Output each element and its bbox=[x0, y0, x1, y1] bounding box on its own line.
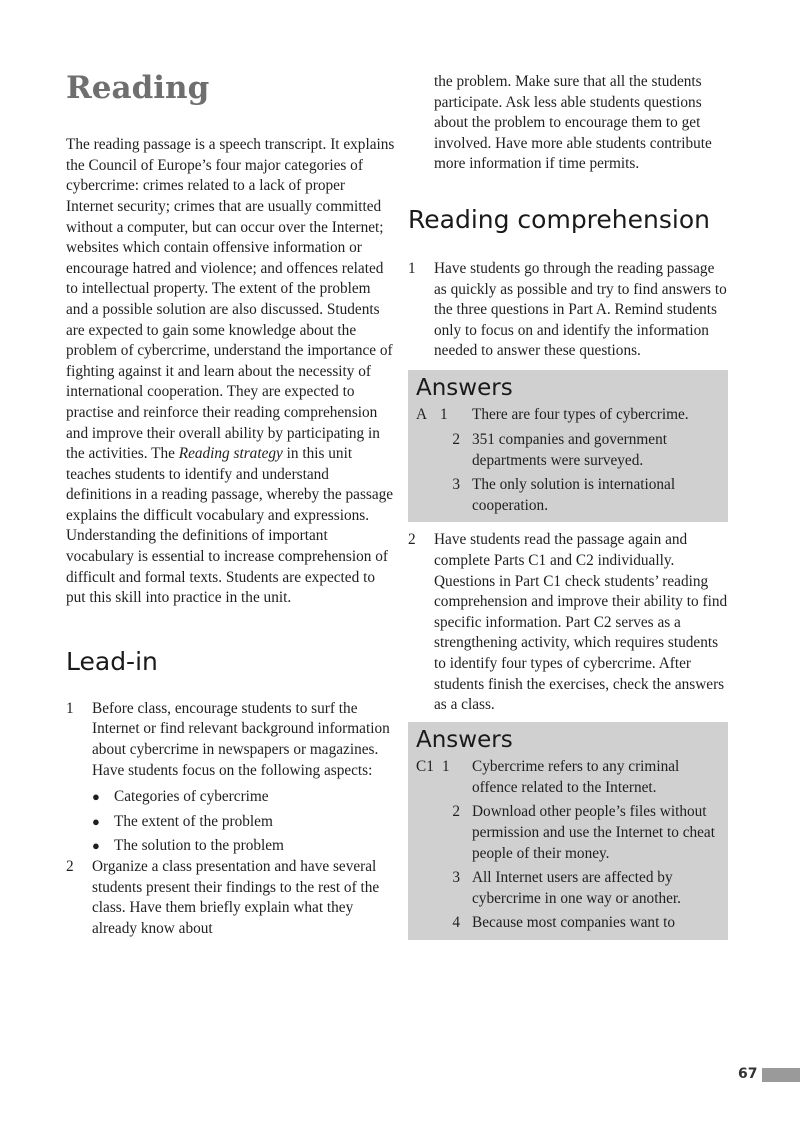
aspect-list bbox=[92, 787, 396, 857]
intro-text-1: The reading passage is a speech transcript. It explains the Council of Europe’s four major categories of cybercrime: crimes related to a lack of proper Internet security; crimes that are usually committed without a computer, but can occur over the Internet; websites which contain offensive information or encourage hatred and violence; and offences related to intellectual property. The extent of the problem and a possible solution are also discussed. Students are expected to gain some knowledge about the problem of cybercrime, understand the importance of fighting against it and learn about the necessity of international cooperation. They are expected to practise and reinforce their reading comprehension and improve their overall ability by participating in the activities. The bbox=[66, 136, 395, 463]
answer-text: Download other people’s files without permission and use the Internet to cheat people of their money. bbox=[472, 803, 715, 862]
answer-text: The only solution is international cooperation. bbox=[472, 476, 676, 514]
bullet-icon: ● bbox=[92, 813, 100, 829]
answer-text: All Internet users are affected by cybercrime in one way or another. bbox=[472, 869, 681, 907]
section-title-lead-in: Lead-in bbox=[66, 646, 158, 676]
chapter-title: Reading bbox=[66, 70, 210, 106]
answers-box-c1 bbox=[408, 722, 728, 940]
item-number: 1 bbox=[66, 699, 74, 717]
answer-number: 1 bbox=[442, 758, 450, 776]
answer-number: 1 bbox=[440, 406, 448, 424]
answer-text: There are four types of cybercrime. bbox=[472, 406, 689, 424]
answer-row bbox=[416, 802, 722, 864]
right-column bbox=[408, 72, 728, 940]
item-text: Have students read the passage again and complete Parts C1 and C2 individually. Questions in Part C1 check students’ reading comprehension and improve their ability to find specific information. Part C2 serves as a strengthening activity, which requires students to identify four types of cybercrime. After students finish the exercises, check the answers as a class. bbox=[434, 531, 728, 714]
answer-row bbox=[416, 868, 722, 909]
list-item bbox=[92, 787, 396, 808]
answer-row bbox=[416, 405, 722, 426]
item-number: 1 bbox=[408, 259, 416, 277]
bullet-text: The extent of the problem bbox=[114, 812, 273, 830]
intro-text-2: in this unit teaches students to identify and understand definitions in a reading passage, whereby the passage explains the difficult vocabulary and expressions. Understanding the definitions of important vocabulary is essential to increase comprehension of difficult and formal texts. Students are expected to put this skill into practice in the unit. bbox=[66, 445, 394, 607]
answer-row bbox=[416, 757, 722, 798]
lead-in-item-2 bbox=[66, 857, 396, 939]
answer-number: 3 bbox=[452, 869, 460, 887]
rc-item-1 bbox=[408, 259, 728, 362]
list-item bbox=[92, 836, 396, 857]
item-number: 2 bbox=[408, 531, 416, 549]
answer-text: Cybercrime refers to any criminal offence related to the Internet. bbox=[472, 758, 680, 796]
answer-number: 4 bbox=[452, 914, 460, 932]
answer-row bbox=[416, 430, 722, 471]
intro-italic-term: Reading strategy bbox=[178, 445, 283, 463]
item-text: Have students go through the reading passage as quickly as possible and try to find answers to the three questions in Part A. Remind students only to focus on and identify the information needed to answer these questions. bbox=[434, 259, 727, 360]
answer-text: 351 companies and government departments were surveyed. bbox=[472, 430, 667, 469]
bullet-text: Categories of cybercrime bbox=[114, 788, 269, 806]
page-number: 67 bbox=[738, 1066, 758, 1082]
item-number: 2 bbox=[66, 858, 74, 875]
answer-part-label: C1 bbox=[416, 758, 434, 776]
answer-part-label: A bbox=[416, 406, 428, 424]
answer-text: Because most companies want to bbox=[472, 914, 676, 932]
answer-number: 3 bbox=[452, 476, 460, 494]
answer-number: 2 bbox=[452, 803, 460, 821]
bullet-icon: ● bbox=[92, 838, 100, 854]
lead-in-item-1 bbox=[66, 699, 396, 781]
list-item bbox=[92, 812, 396, 833]
answer-row bbox=[416, 913, 722, 934]
continued-paragraph: the problem. Make sure that all the students participate. Ask less able students questions about the problem to encourage them to get involved. Have more able students contribute more information if time permits. bbox=[434, 73, 712, 173]
left-column bbox=[66, 70, 396, 939]
answers-box-a bbox=[408, 370, 728, 522]
item-text: Before class, encourage students to surf the Internet or find relevant background information about cybercrime in newspapers or magazines. Have students focus on the following aspects: bbox=[92, 699, 390, 779]
intro-paragraph bbox=[66, 135, 396, 609]
section-title-reading-comprehension: Reading comprehension bbox=[408, 204, 710, 234]
bullet-icon: ● bbox=[92, 789, 100, 805]
answer-row bbox=[416, 475, 722, 516]
page-number-bar bbox=[762, 1068, 800, 1082]
answers-title: Answers bbox=[416, 726, 513, 753]
answer-number: 2 bbox=[452, 430, 460, 448]
rc-item-2 bbox=[408, 530, 728, 715]
bullet-text: The solution to the problem bbox=[114, 837, 284, 855]
item-text: Organize a class presentation and have several students present their findings to the rest of the class. Have them briefly explain what they already know about bbox=[92, 858, 380, 937]
answers-title: Answers bbox=[416, 374, 513, 401]
